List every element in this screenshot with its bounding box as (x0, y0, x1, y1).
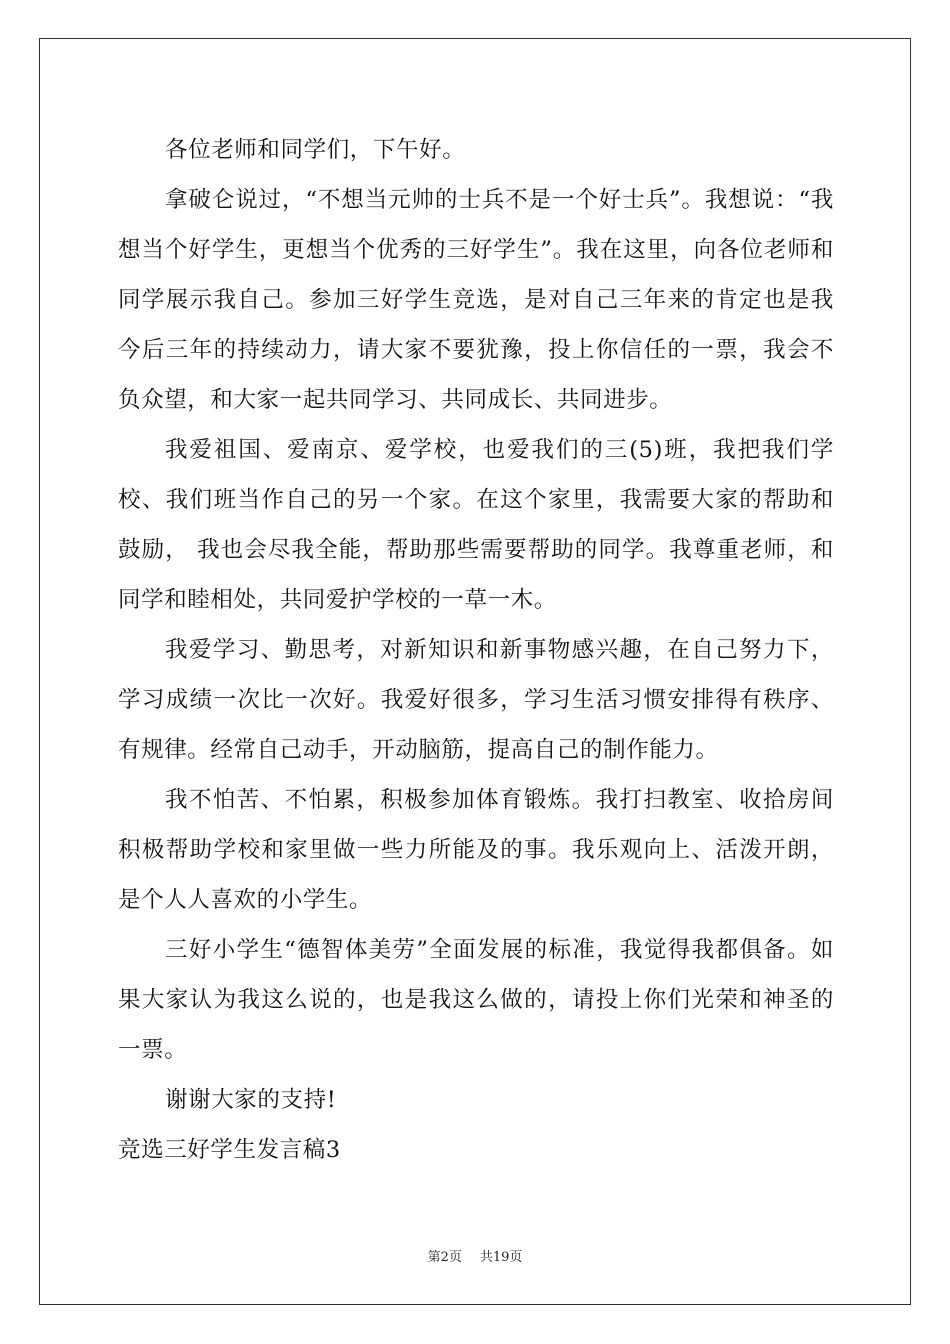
paragraph-love-learning: 我爱学习、勤思考，对新知识和新事物感兴趣，在自己努力下，学习成绩一次比一次好。我爱好很多，学习生活习惯安排得有秩序、有规律。经常自己动手，开动脑筋，提高自己的制作能力。 (118, 637, 834, 763)
paragraph-standards: 三好小学生“德智体美劳”全面发展的标准，我觉得我都俱备。如果大家认为我这么说的，也是我这么做的，请投上你们光荣和神圣的一票。 (118, 937, 834, 1063)
paragraph-napoleon-quote: 拿破仑说过，“不想当元帅的士兵不是一个好士兵”。我想说：“我想当个好学生，更想当个优秀的三好学生”。我在这里，向各位老师和同学展示我自己。参加三好学生竞选，是对自己三年来的肯定也是我今后三年的持续动力，请大家不要犹豫，投上你信任的一票，我会不负众望，和大家一起共同学习、共同成长、共同进步。 (118, 187, 834, 413)
paragraph-love-country: 我爱祖国、爱南京、爱学校，也爱我们的三(5)班，我把我们学校、我们班当作自己的另一个家。在这个家里，我需要大家的帮助和鼓励， 我也会尽我全能，帮助那些需要帮助的同学。我尊重老师，和同学和睦相处，共同爱护学校的一草一木。 (118, 437, 834, 613)
paragraph-greeting: 各位老师和同学们，下午好。 (165, 137, 466, 163)
paragraph-hard-work: 我不怕苦、不怕累，积极参加体育锻炼。我打扫教室、收拾房间积极帮助学校和家里做一些力所能及的事。我乐观向上、活泼开朗，是个人人喜欢的小学生。 (118, 787, 834, 913)
document-body (118, 125, 834, 1175)
page-total: 共19页 (479, 1250, 523, 1265)
page-footer (0, 1246, 950, 1265)
page-number: 第2页 (427, 1250, 462, 1265)
paragraph-thanks: 谢谢大家的支持! (165, 1087, 337, 1113)
section-heading: 竞选三好学生发言稿3 (118, 1137, 341, 1163)
